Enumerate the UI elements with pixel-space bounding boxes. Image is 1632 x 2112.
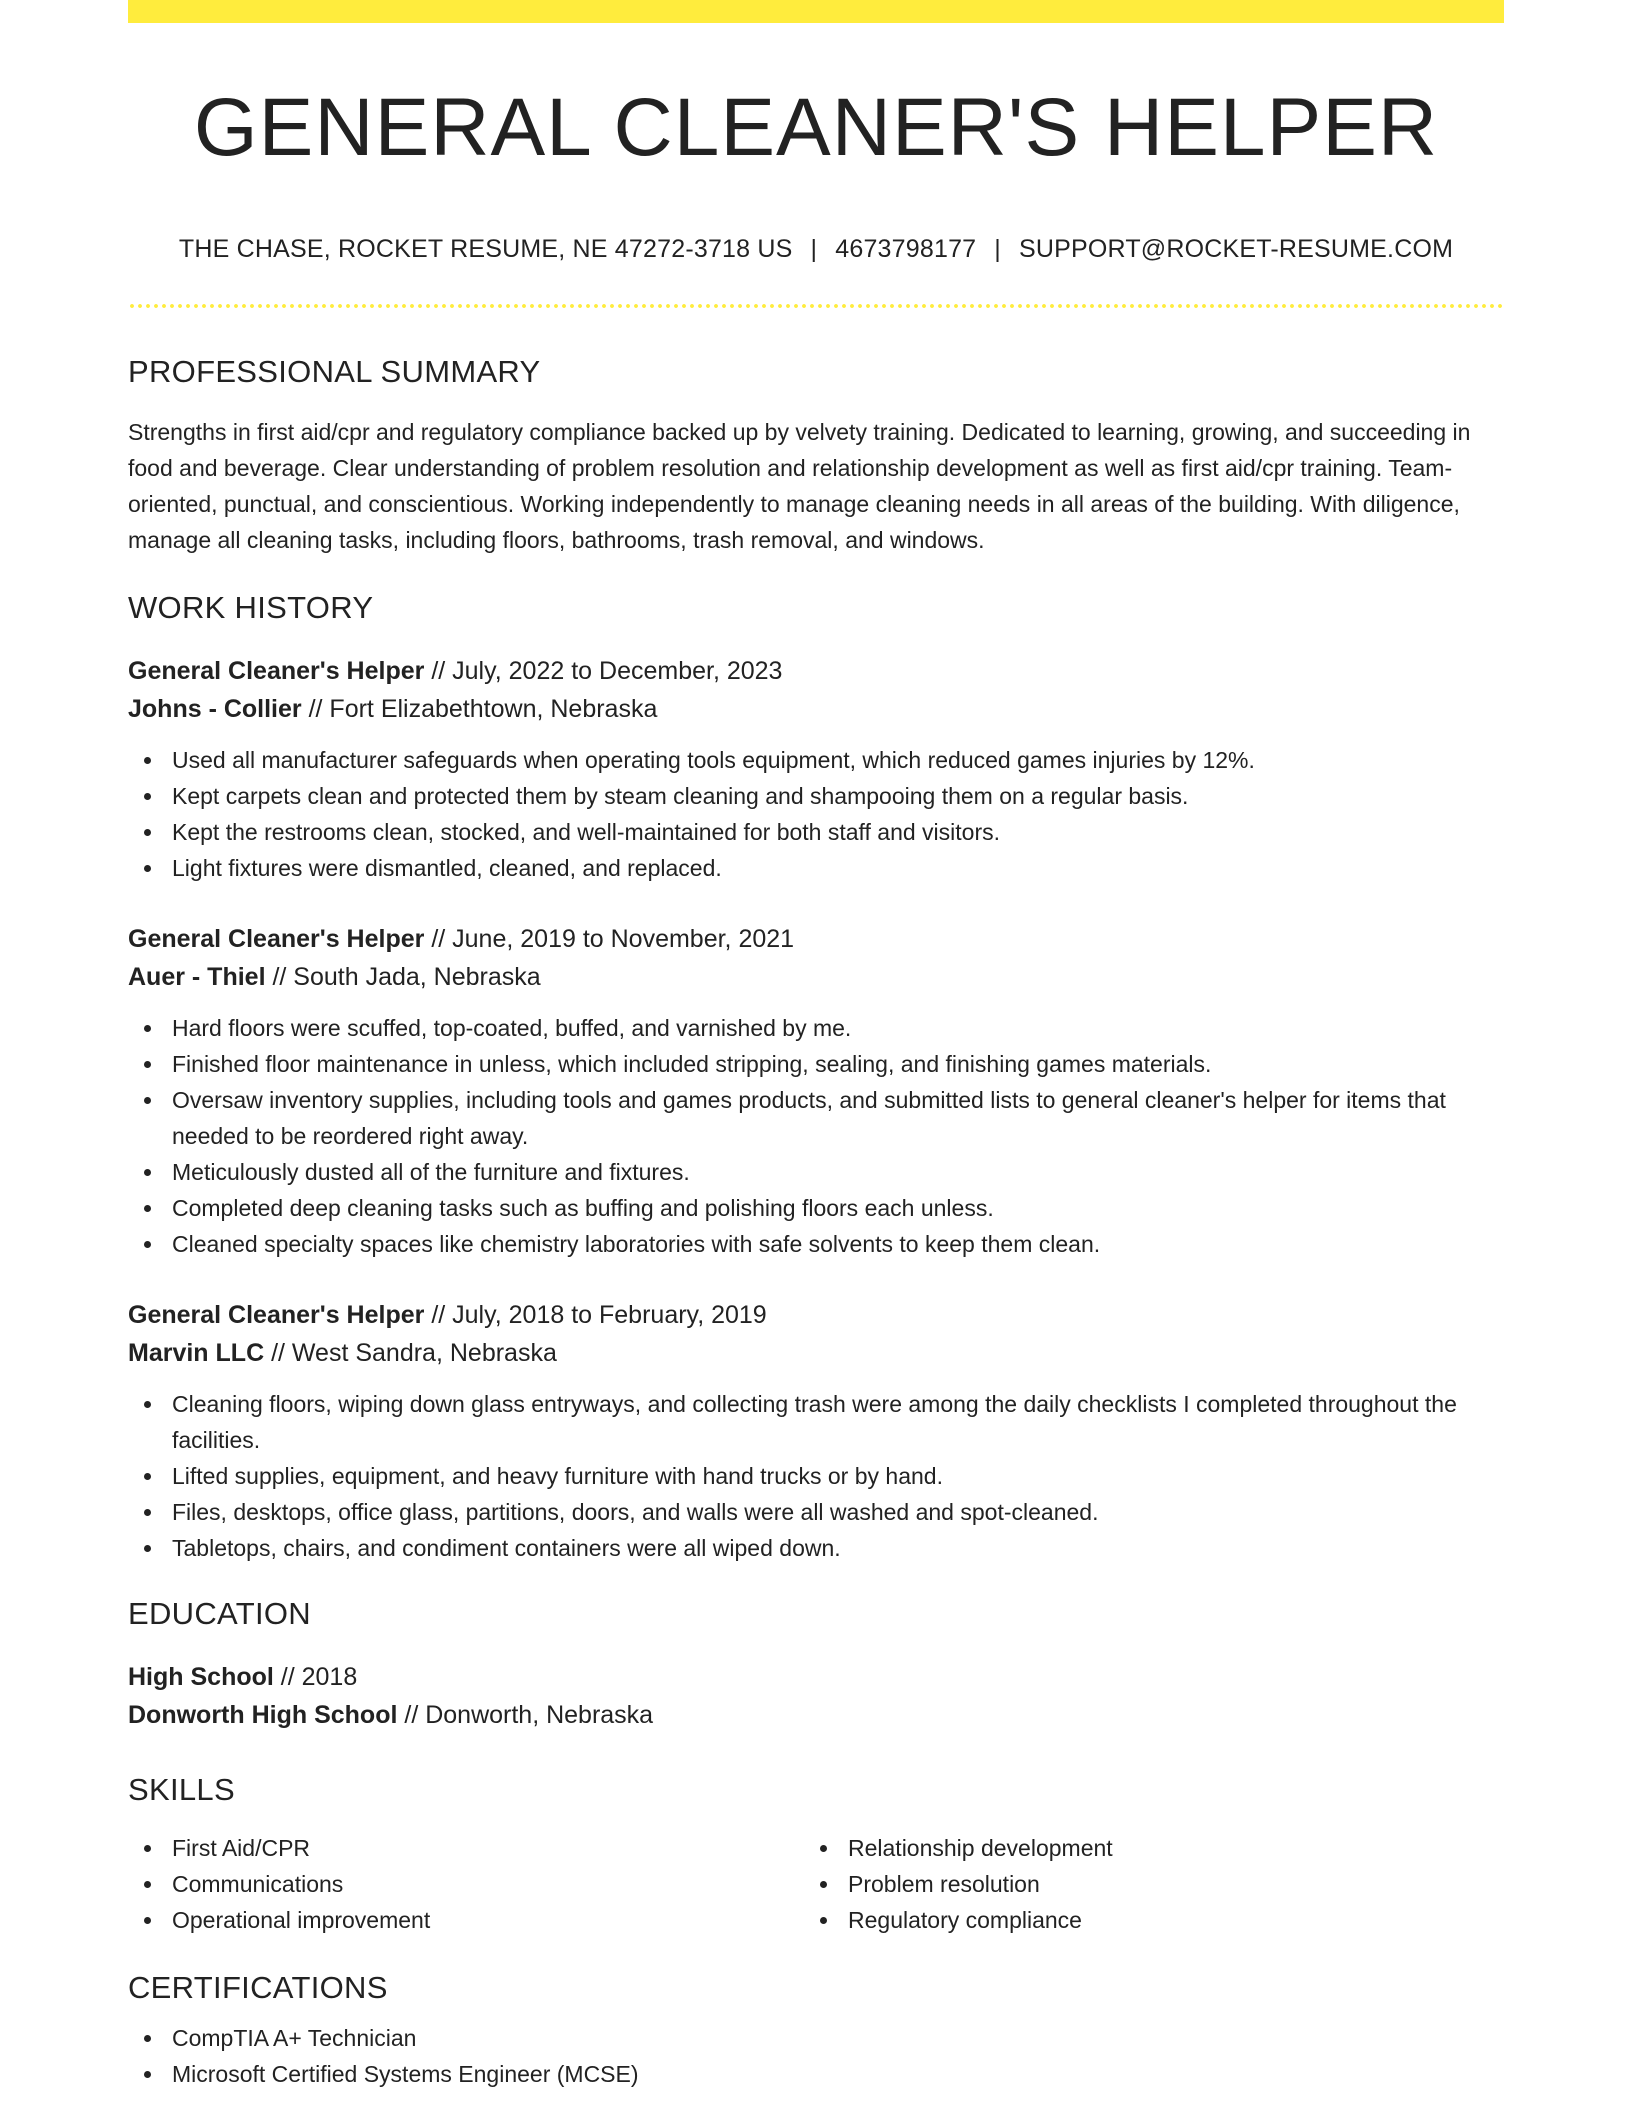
skills-right-column bbox=[804, 1830, 1480, 1938]
job-role: General Cleaner's Helper bbox=[128, 657, 425, 685]
summary-section-title: PROFESSIONAL SUMMARY bbox=[128, 354, 541, 389]
list-item: Oversaw inventory supplies, including tools and games products, and submitted lists to general cleaner's helper for items that needed to be reordered right away. bbox=[128, 1082, 1504, 1154]
education-degree-line bbox=[128, 1658, 1504, 1696]
work-history-section-title: WORK HISTORY bbox=[128, 590, 374, 625]
list-item: Completed deep cleaning tasks such as buffing and polishing floors each unless. bbox=[128, 1190, 1504, 1226]
certifications-list bbox=[128, 2020, 1504, 2092]
job-company-line bbox=[128, 958, 1504, 996]
accent-top-bar bbox=[128, 0, 1504, 23]
job-role-line bbox=[128, 920, 1504, 958]
list-item: Cleaned specialty spaces like chemistry laboratories with safe solvents to keep them clean. bbox=[128, 1226, 1504, 1262]
resume-page bbox=[128, 0, 1504, 2092]
job-dates: // June, 2019 to November, 2021 bbox=[424, 925, 795, 953]
list-item: Cleaning floors, wiping down glass entryways, and collecting trash were among the daily checklists I completed throughout the facilities. bbox=[128, 1386, 1504, 1458]
job-role: General Cleaner's Helper bbox=[128, 925, 425, 953]
job-dates: // July, 2018 to February, 2019 bbox=[424, 1301, 767, 1329]
certifications-section-title: CERTIFICATIONS bbox=[128, 1970, 388, 2005]
job-company-line bbox=[128, 1334, 1504, 1372]
contact-phone: 4673798177 bbox=[835, 235, 977, 263]
list-item: Used all manufacturer safeguards when operating tools equipment, which reduced games injuries by 12%. bbox=[128, 742, 1504, 778]
list-item: Hard floors were scuffed, top-coated, buffed, and varnished by me. bbox=[128, 1010, 1504, 1046]
list-item: Meticulously dusted all of the furniture and fixtures. bbox=[128, 1154, 1504, 1190]
resume-name: GENERAL CLEANER'S HELPER bbox=[193, 82, 1439, 173]
dotted-divider bbox=[128, 304, 1504, 308]
job-entry bbox=[128, 1296, 1504, 1566]
contact-separator: | bbox=[810, 235, 818, 263]
certification-item: Microsoft Certified Systems Engineer (MCSE) bbox=[128, 2056, 1504, 2092]
skill-item: Relationship development bbox=[804, 1830, 1480, 1866]
education-entry bbox=[128, 1658, 1504, 1734]
skill-item: Regulatory compliance bbox=[804, 1902, 1480, 1938]
skill-item: Communications bbox=[128, 1866, 804, 1902]
list-item: Kept carpets clean and protected them by steam cleaning and shampooing them on a regular basis. bbox=[128, 778, 1504, 814]
job-bullets bbox=[128, 742, 1504, 886]
list-item: Finished floor maintenance in unless, which included stripping, sealing, and finishing games materials. bbox=[128, 1046, 1504, 1082]
job-location: // West Sandra, Nebraska bbox=[264, 1339, 557, 1367]
skill-item: Operational improvement bbox=[128, 1902, 804, 1938]
education-section-title: EDUCATION bbox=[128, 1596, 311, 1631]
job-dates: // July, 2022 to December, 2023 bbox=[424, 657, 783, 685]
contact-line bbox=[128, 235, 1504, 264]
job-company: Johns - Collier bbox=[128, 695, 302, 723]
education-year: // 2018 bbox=[273, 1663, 358, 1691]
skills-grid bbox=[128, 1830, 1504, 1938]
job-location: // Fort Elizabethtown, Nebraska bbox=[301, 695, 658, 723]
skills-section-title: SKILLS bbox=[128, 1772, 235, 1807]
job-role: General Cleaner's Helper bbox=[128, 1301, 425, 1329]
job-entry bbox=[128, 652, 1504, 886]
education-degree: High School bbox=[128, 1663, 274, 1691]
list-item: Tabletops, chairs, and condiment containers were all wiped down. bbox=[128, 1530, 1504, 1566]
job-role-line bbox=[128, 1296, 1504, 1334]
contact-separator: | bbox=[994, 235, 1001, 263]
job-role-line bbox=[128, 652, 1504, 690]
contact-email: SUPPORT@ROCKET-RESUME.COM bbox=[1019, 235, 1454, 263]
list-item: Light fixtures were dismantled, cleaned, and replaced. bbox=[128, 850, 1504, 886]
job-location: // South Jada, Nebraska bbox=[265, 963, 541, 991]
education-school-line bbox=[128, 1696, 1504, 1734]
skill-item: First Aid/CPR bbox=[128, 1830, 804, 1866]
list-item: Kept the restrooms clean, stocked, and well-maintained for both staff and visitors. bbox=[128, 814, 1504, 850]
list-item: Files, desktops, office glass, partitions, doors, and walls were all washed and spot-cleaned. bbox=[128, 1494, 1504, 1530]
certification-item: CompTIA A+ Technician bbox=[128, 2020, 1504, 2056]
summary-text: Strengths in first aid/cpr and regulatory compliance backed up by velvety training. Dedicated to learning, growing, and succeeding in food and beverage. Clear understanding of problem resolution and relationship development as well as first aid/cpr training. Team-oriented, punctual, and conscientious. Working independently to manage cleaning needs in all areas of the building. With diligence, manage all cleaning tasks, including floors, bathrooms, trash removal, and windows. bbox=[128, 419, 1471, 553]
job-bullets bbox=[128, 1010, 1504, 1262]
job-company-line bbox=[128, 690, 1504, 728]
education-location: // Donworth, Nebraska bbox=[397, 1701, 654, 1729]
education-school: Donworth High School bbox=[128, 1701, 398, 1729]
skill-item: Problem resolution bbox=[804, 1866, 1480, 1902]
skills-left-column bbox=[128, 1830, 804, 1938]
job-bullets bbox=[128, 1386, 1504, 1566]
list-item: Lifted supplies, equipment, and heavy furniture with hand trucks or by hand. bbox=[128, 1458, 1504, 1494]
job-company: Marvin LLC bbox=[128, 1339, 265, 1367]
job-company: Auer - Thiel bbox=[128, 963, 266, 991]
job-entry bbox=[128, 920, 1504, 1262]
contact-address: THE CHASE, ROCKET RESUME, NE 47272-3718 US bbox=[178, 235, 793, 263]
